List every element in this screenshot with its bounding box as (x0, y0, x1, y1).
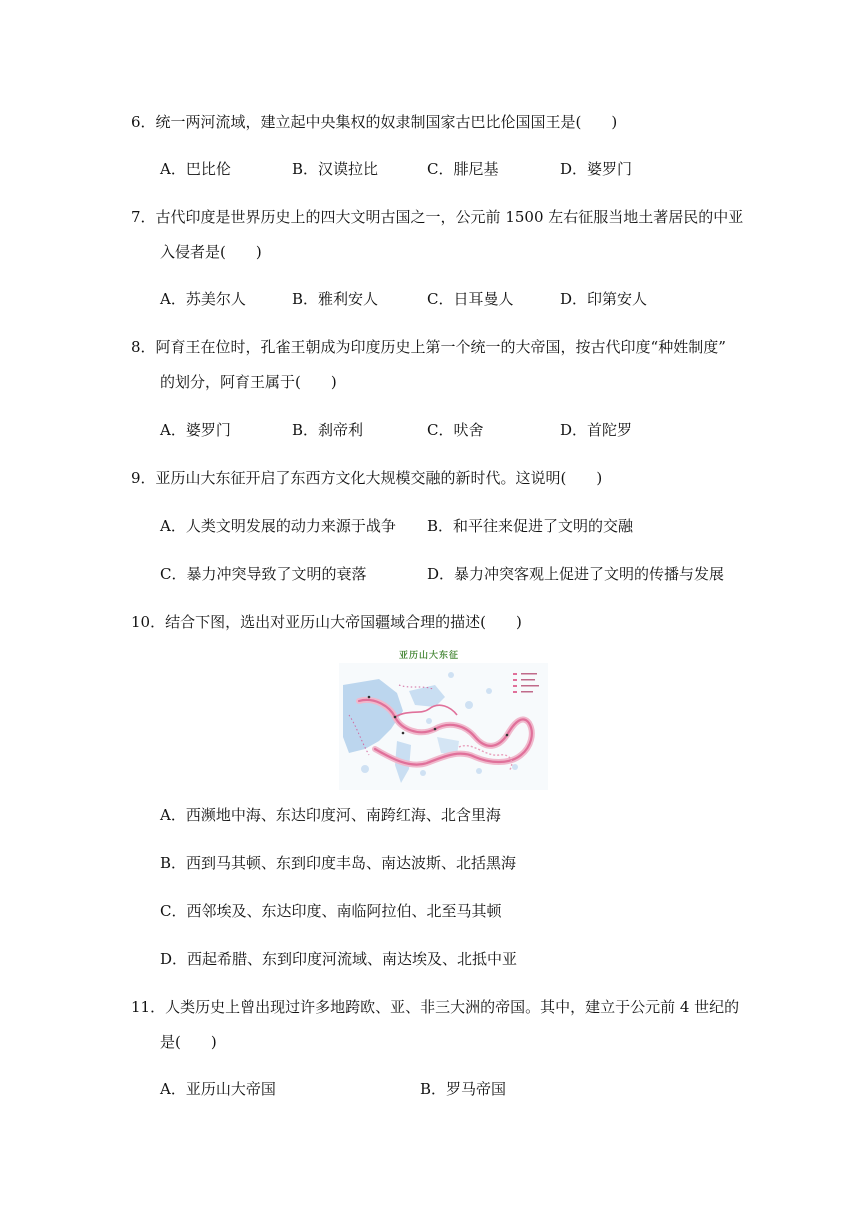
option-a: A．巴比伦 (160, 160, 231, 178)
option-c: C．暴力冲突导致了文明的衰落 (160, 565, 367, 583)
question-number: 10． (131, 613, 166, 631)
question-text: 统一两河流域，建立起中央集权的奴隶制国家古巴比伦国国王是( ) (155, 113, 618, 131)
question-text-continued: 的划分，阿育王属于( ) (160, 373, 337, 391)
question-6 (131, 112, 760, 132)
option-a: A．婆罗门 (160, 421, 231, 439)
question-number: 6． (131, 113, 156, 131)
option-a: A．西濒地中海、东达印度河、南跨红海、北含里海 (160, 806, 501, 824)
question-text: 人类历史上曾出现过许多地跨欧、亚、非三大洲的帝国。其中，建立于公元前 4 世纪的 (165, 998, 740, 1016)
question-text: 古代印度是世界历史上的四大文明古国之一，公元前 1500 左右征服当地土著居民的中亚 (155, 208, 744, 226)
map-title: 亚历山大东征 (399, 651, 460, 661)
option-c: C．日耳曼人 (427, 290, 514, 308)
alexander-campaign-map (339, 645, 548, 790)
question-text: 结合下图，选出对亚历山大帝国疆域合理的描述( ) (165, 613, 522, 631)
question-10 (131, 612, 760, 632)
option-b: B．和平往来促进了文明的交融 (427, 517, 634, 535)
question-9 (131, 468, 760, 488)
question-number: 7． (131, 208, 156, 226)
option-d: D．首陀罗 (560, 421, 633, 439)
option-b: B．刹帝利 (292, 421, 364, 439)
option-c: C．腓尼基 (427, 160, 499, 178)
option-b: B．西到马其顿、东到印度丰岛、南达波斯、北括黑海 (160, 854, 517, 872)
question-number: 9． (131, 469, 156, 487)
map-graphic (339, 645, 548, 790)
question-number: 8． (131, 338, 156, 356)
question-text-continued: 是( ) (160, 1033, 217, 1051)
option-d: D．暴力冲突客观上促进了文明的传播与发展 (427, 565, 725, 583)
option-b: B．罗马帝国 (420, 1080, 507, 1098)
option-d: D．西起希腊、东到印度河流域、南达埃及、北抵中亚 (160, 950, 518, 968)
option-d: D．婆罗门 (560, 160, 633, 178)
option-d: D．印第安人 (560, 290, 648, 308)
option-a: A．苏美尔人 (160, 290, 246, 308)
option-c: C．西邻埃及、东达印度、南临阿拉伯、北至马其顿 (160, 902, 502, 920)
option-c: C．吠舍 (427, 421, 484, 439)
question-text: 亚历山大东征开启了东西方文化大规模交融的新时代。这说明( ) (155, 469, 603, 487)
option-b: B．雅利安人 (292, 290, 379, 308)
question-11 (131, 997, 760, 1017)
option-a: A．亚历山大帝国 (160, 1080, 276, 1098)
question-7 (131, 207, 760, 227)
question-number: 11． (131, 998, 166, 1016)
option-b: B．汉谟拉比 (292, 160, 379, 178)
question-text: 阿育王在位时，孔雀王朝成为印度历史上第一个统一的大帝国，按古代印度“种姓制度” (155, 338, 726, 356)
question-8 (131, 337, 760, 357)
question-text-continued: 入侵者是( ) (160, 243, 262, 261)
option-a: A．人类文明发展的动力来源于战争 (160, 517, 396, 535)
